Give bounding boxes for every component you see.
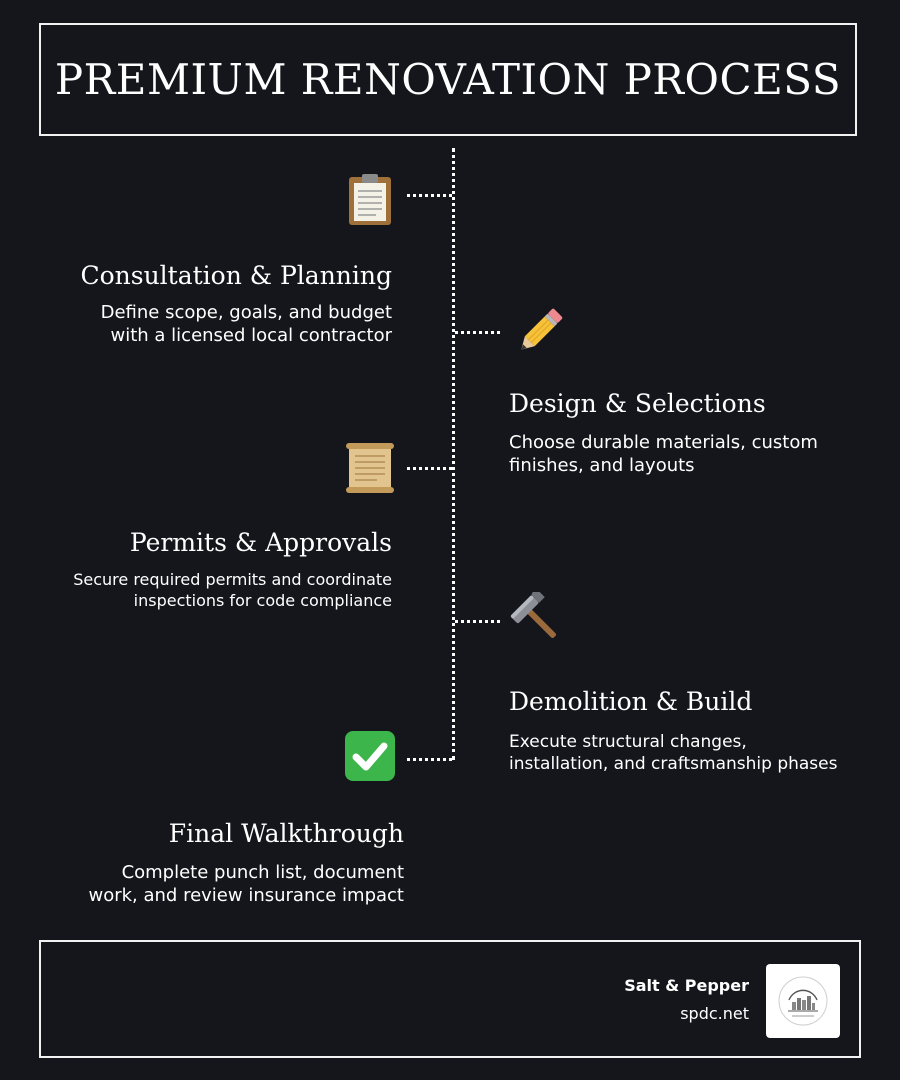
desc-line: Secure required permits and coordinate <box>73 570 392 589</box>
pencil-icon <box>512 305 566 359</box>
desc-line: Complete punch list, document <box>121 862 404 883</box>
step-title-consultation: Consultation & Planning <box>80 261 392 290</box>
desc-line: work, and review insurance impact <box>88 885 404 907</box>
step-title-permits: Permits & Approvals <box>129 528 392 557</box>
company-logo <box>766 964 840 1038</box>
step-desc-design <box>509 431 818 478</box>
desc-line: inspections for code compliance <box>133 590 392 610</box>
connector-4 <box>455 620 500 623</box>
connector-5 <box>407 758 452 761</box>
desc-line: Choose durable materials, custom <box>509 432 818 453</box>
header-box <box>39 23 857 136</box>
desc-line: Define scope, goals, and budget <box>100 302 392 323</box>
brand-url[interactable]: spdc.net <box>680 1004 749 1023</box>
connector-2 <box>455 331 500 334</box>
connector-3 <box>407 467 452 470</box>
page-title: PREMIUM RENOVATION PROCESS <box>54 55 842 104</box>
step-desc-walkthrough <box>88 861 404 908</box>
scroll-icon <box>343 441 397 495</box>
connector-1 <box>407 194 452 197</box>
step-title-design: Design & Selections <box>509 389 766 418</box>
step-title-demolition: Demolition & Build <box>509 687 753 716</box>
desc-line: Execute structural changes, <box>509 732 747 752</box>
check-icon <box>343 729 397 783</box>
desc-line: installation, and craftsmanship phases <box>509 754 838 775</box>
step-title-walkthrough: Final Walkthrough <box>168 819 404 848</box>
footer-box <box>39 940 861 1058</box>
timeline-line <box>452 148 455 760</box>
hammer-icon <box>510 592 564 646</box>
step-desc-consultation <box>101 301 392 348</box>
desc-line: finishes, and layouts <box>509 455 695 477</box>
desc-line: with a licensed local contractor <box>110 325 392 347</box>
brand-name: Salt & Pepper <box>624 976 749 995</box>
clipboard-icon <box>343 173 397 227</box>
step-desc-permits <box>73 570 392 612</box>
step-desc-demolition <box>509 731 837 775</box>
